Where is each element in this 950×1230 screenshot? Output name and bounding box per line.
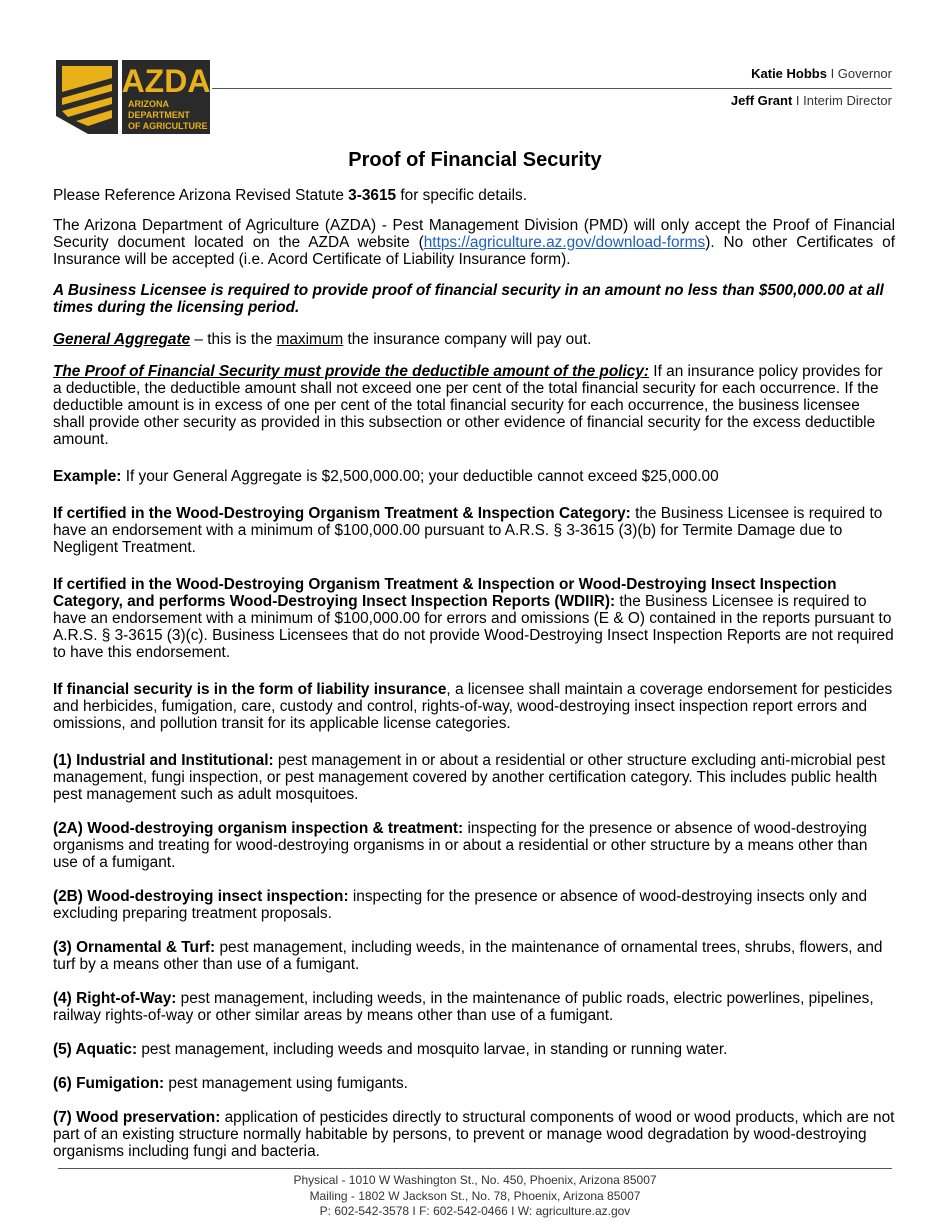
logo-sub-1: ARIZONA: [128, 99, 169, 109]
category-label: (3) Ornamental & Turf:: [53, 939, 216, 956]
category-label: (5) Aquatic:: [53, 1041, 138, 1058]
download-forms-link[interactable]: https://agriculture.az.gov/download-forms: [423, 234, 706, 251]
wdiir-label: If certified in the Wood-Destroying Organism Treatment & Inspection or Wood-Destroying Insect Inspection Category, and performs Wood-Destroying Insect Inspection Reports (WDIIR):: [53, 576, 837, 610]
aggregate-emphasis: maximum: [276, 331, 344, 348]
footer-physical-address: Physical - 1010 W Washington St., No. 450, Phoenix, Arizona 85007: [293, 1173, 657, 1187]
footer-contact: P: 602-542-3578 I F: 602-542-0466 I W: agriculture.az.gov: [319, 1204, 631, 1218]
aggregate-term: General Aggregate: [53, 331, 191, 348]
category-7: [53, 1109, 895, 1160]
header-divider: [212, 88, 892, 89]
page-footer: [0, 1173, 950, 1220]
liability-label: If financial security is in the form of liability insurance: [53, 681, 447, 698]
category-text: pest management, including weeds and mosquito larvae, in standing or running water.: [137, 1041, 728, 1058]
category-label: (2A) Wood-destroying organism inspection & treatment:: [53, 820, 464, 837]
liability-paragraph: [53, 681, 895, 732]
category-text: pest management, including weeds, in the maintenance of ornamental trees, shrubs, flowers, and turf by a means other than use of a fumigant.: [53, 939, 883, 973]
category-2b: [53, 888, 895, 922]
category-label: (2B) Wood-destroying insect inspection:: [53, 888, 349, 905]
category-3: [53, 939, 895, 973]
director-line: [731, 93, 892, 108]
example-paragraph: [53, 468, 895, 485]
governor-line: [751, 66, 892, 81]
wdiir-text: the Business Licensee is required to have an endorsement with a minimum of $100,000.00 for errors and omissions (E & O) contained in the reports pursuant to A.R.S. § 3-3615 (3)(c). Business Licensees that do not provide Wood-Destroying Insect Inspection Reports are not required to have this endorsement.: [53, 593, 894, 661]
category-label: (4) Right-of-Way:: [53, 990, 177, 1007]
category-label: (6) Fumigation:: [53, 1075, 165, 1092]
statute-ref-prefix: Please Reference Arizona Revised Statute: [53, 187, 349, 204]
director-name: Jeff Grant: [730, 93, 793, 108]
wdo-paragraph: [53, 505, 895, 556]
category-label: (7) Wood preservation:: [53, 1109, 221, 1126]
page-title: Proof of Financial Security: [348, 149, 602, 171]
general-aggregate: [53, 331, 895, 348]
category-6: [53, 1075, 895, 1092]
category-text: inspecting for the presence or absence of wood-destroying organisms and treating for wood-destroying organisms in or about a residential or other structure by a means other than use of a fumigant.: [53, 820, 868, 871]
wdo-label: If certified in the Wood-Destroying Organism Treatment & Inspection Category:: [53, 505, 631, 522]
liability-text: , a licensee shall maintain a coverage endorsement for pesticides and herbicides, fumigation, care, custody and control, rights-of-way, wood-destroying insect inspection report errors and omissions, and pollution transit for its applicable license categories.: [53, 681, 893, 732]
category-5: [53, 1041, 895, 1058]
statute-ref-suffix: for specific details.: [396, 187, 527, 204]
azda-logo-graphic: [52, 58, 212, 136]
category-2a: [53, 820, 895, 871]
aggregate-text-1: – this is the: [190, 331, 277, 348]
footer-divider: [58, 1168, 892, 1169]
deductible-paragraph: [53, 363, 895, 448]
intro-paragraph: [53, 217, 895, 268]
category-text: application of pesticides directly to structural components of wood or wood products, which are not part of an existing structure normally habitable by persons, to prevent or manage wood degradation by wood-destroying organisms including fungi and bacteria.: [53, 1109, 895, 1160]
category-text: pest management using fumigants.: [164, 1075, 408, 1092]
category-4: [53, 990, 895, 1024]
logo-sub-2: DEPARTMENT: [128, 110, 190, 120]
director-title: I Interim Director: [792, 93, 892, 108]
category-text: inspecting for the presence or absence of wood-destroying insects only and excluding preparing treatment proposals.: [53, 888, 868, 922]
category-text: pest management in or about a residential or other structure excluding anti-microbial pest management, fungi inspection, or pest management covered by another certification category. This includes public health pest management such as adult mosquitoes.: [53, 752, 886, 803]
statute-reference: [53, 187, 895, 204]
wdo-text: the Business Licensee is required to have an endorsement with a minimum of $100,000.00 pursuant to A.R.S. § 3-3615 (3)(b) for Termite Damage due to Negligent Treatment.: [53, 505, 883, 556]
footer-mailing-address: Mailing - 1802 W Jackson St., No. 78, Phoenix, Arizona 85007: [309, 1188, 641, 1203]
azda-logo: [52, 58, 212, 136]
statute-number: 3-3615: [348, 187, 397, 204]
category-1: [53, 752, 895, 803]
logo-sub-3: OF AGRICULTURE: [128, 121, 208, 131]
category-label: (1) Industrial and Institutional:: [53, 752, 274, 769]
governor-name: Katie Hobbs: [751, 66, 827, 81]
intro-text: The Arizona Department of Agriculture (AZDA) - Pest Management Division (PMD) will only accept the Proof of Financial Security document located on the AZDA website (: [53, 217, 895, 251]
deductible-heading: The Proof of Financial Security must provide the deductible amount of the policy:: [53, 363, 650, 380]
example-label: Example:: [53, 468, 122, 485]
governor-title: I Governor: [826, 66, 892, 81]
intro-text-after: ). No other Certificates of Insurance will be accepted (i.e. Acord Certificate of Liability Insurance form).: [53, 234, 896, 268]
category-text: pest management, including weeds, in the maintenance of public roads, electric powerlines, pipelines, railway rights-of-way or other similar areas by means other than use of a fumigant.: [53, 990, 874, 1024]
document-body: [53, 187, 895, 1160]
logo-text: AZDA: [121, 63, 211, 99]
aggregate-text-2: the insurance company will pay out.: [343, 331, 592, 348]
requirement-statement: A Business Licensee is required to provide proof of financial security in an amount no less than $500,000.00 at all times during the licensing period.: [53, 282, 884, 316]
deductible-text: If an insurance policy provides for a deductible, the deductible amount shall not exceed one per cent of the total financial security for each occurrence. If the deductible amount is in excess of one per cent of the total financial security for each occurrence, the business licensee shall provide other security as provided in this subsection or other evidence of financial security for the excess deductible amount.: [53, 363, 883, 448]
wdiir-paragraph: [53, 576, 895, 661]
example-text: If your General Aggregate is $2,500,000.00; your deductible cannot exceed $25,000.00: [121, 468, 719, 485]
